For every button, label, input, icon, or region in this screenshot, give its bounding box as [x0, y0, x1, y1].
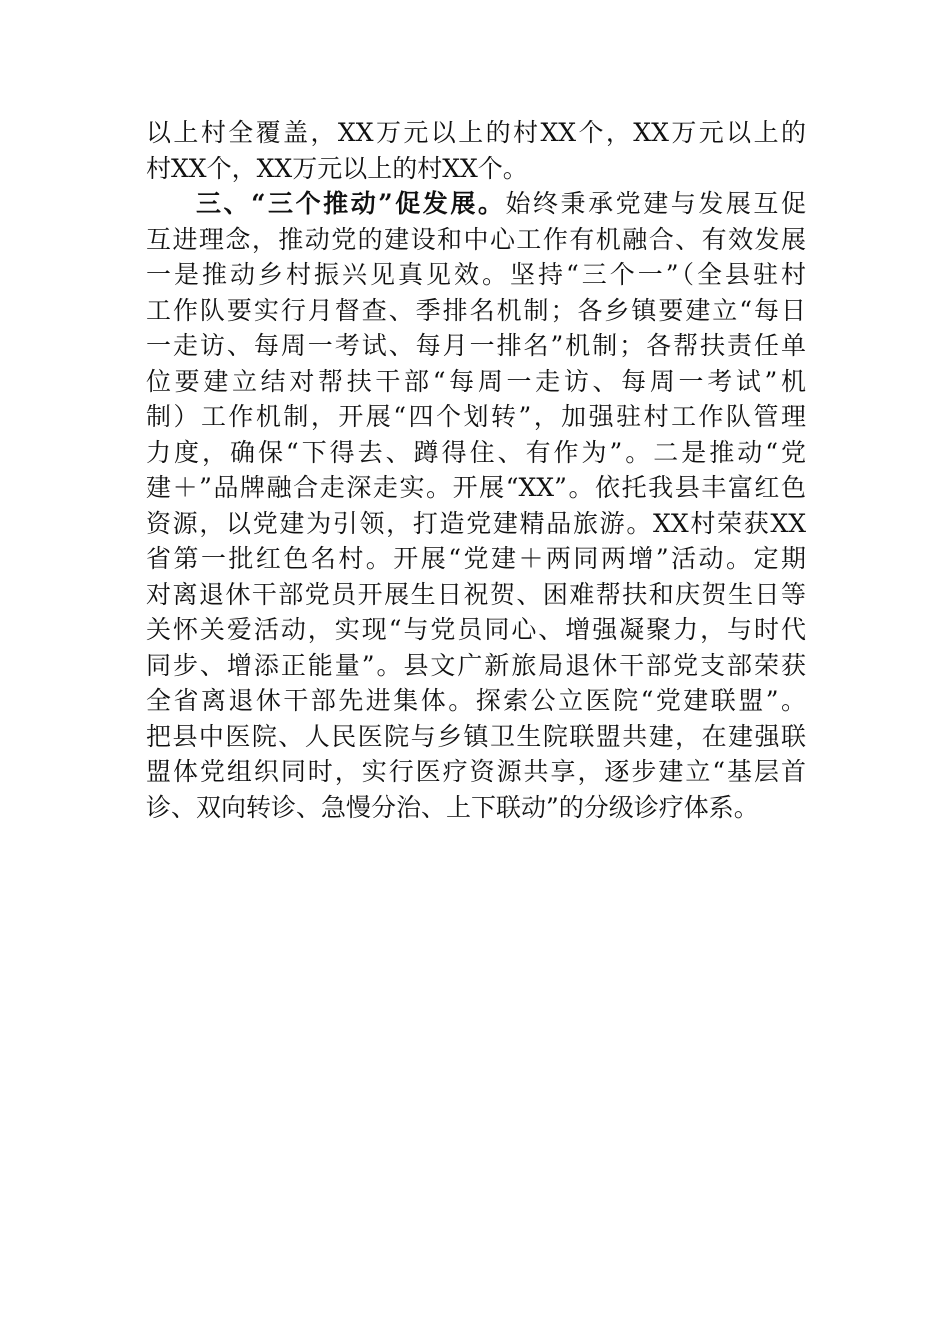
- text-line: 一是推动乡村振兴见真见效。坚持“三个一”（全县驻村: [146, 260, 806, 289]
- text-line: 全省离退休干部先进集体。探索公立医院“党建联盟”。: [146, 686, 806, 715]
- text-line: 以上村全覆盖，XX万元以上的村XX个，XX万元以上的: [146, 118, 806, 147]
- heading-line-rest: 始终秉承党建与发展互促: [505, 189, 806, 218]
- text-line: 同步、增添正能量”。县文广新旅局退休干部党支部荣获: [146, 650, 806, 680]
- text-line: 盟体党组织同时，实行医疗资源共享，逐步建立“基层首: [146, 757, 806, 786]
- text-line: 工作队要实行月督查、季排名机制；各乡镇要建立“每日: [146, 295, 806, 325]
- text-line: 资源，以党建为引领，打造党建精品旅游。XX村荣获XX: [146, 508, 806, 538]
- text-line: 村XX个，XX万元以上的村XX个。: [146, 153, 528, 183]
- paragraph-village-coverage: [146, 115, 806, 186]
- section-heading: 三、“三个推动”促发展。: [196, 189, 506, 218]
- text-line: 互进理念，推动党的建设和中心工作有机融合、有效发展: [146, 224, 806, 254]
- text-line: 力度，确保“下得去、蹲得住、有作为”。二是推动“党: [146, 437, 806, 467]
- text-line: 关怀关爱活动，实现“与党员同心、增强凝聚力，与时代: [146, 615, 806, 644]
- text-line: 建＋”品牌融合走深走实。开展“XX”。依托我县丰富红色: [146, 473, 806, 502]
- paragraph-three-drives: [146, 186, 806, 825]
- text-line: 诊、双向转诊、急慢分治、上下联动”的分级诊疗体系。: [146, 792, 759, 822]
- text-line: 一走访、每周一考试、每月一排名”机制；各帮扶责任单: [146, 331, 806, 360]
- text-line: 省第一批红色名村。开展“党建＋两同两增”活动。定期: [146, 544, 806, 573]
- document-body: [146, 115, 806, 825]
- text-line: 把县中医院、人民医院与乡镇卫生院联盟共建，在建强联: [146, 721, 806, 751]
- text-line: 位要建立结对帮扶干部“每周一走访、每周一考试”机: [146, 366, 806, 396]
- text-line: [146, 186, 806, 222]
- text-line: 制）工作机制，开展“四个划转”，加强驻村工作队管理: [146, 402, 806, 431]
- text-line: 对离退休干部党员开展生日祝贺、困难帮扶和庆贺生日等: [146, 579, 806, 609]
